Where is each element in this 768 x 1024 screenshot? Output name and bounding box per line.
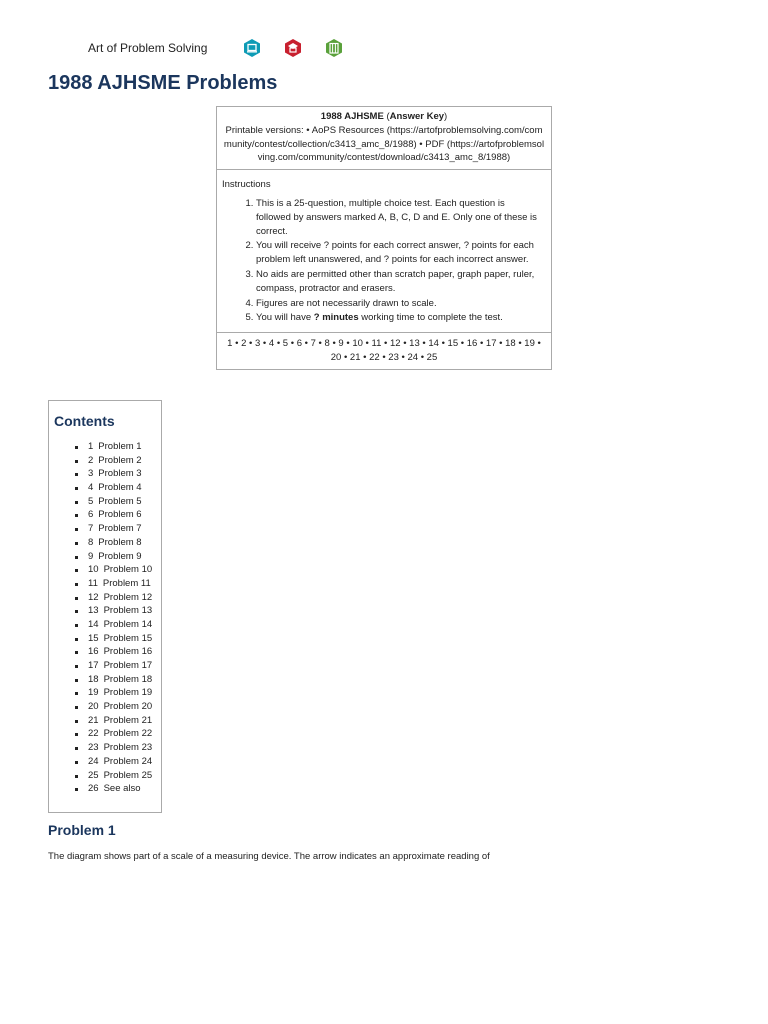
problem-link-2[interactable]: 2 <box>241 338 247 350</box>
toc-label: Problem 19 <box>103 687 153 699</box>
toc-label: Problem 22 <box>103 728 153 740</box>
toc-item <box>76 481 161 495</box>
bullet-separator: • <box>276 338 281 350</box>
toc-number: 19 <box>88 687 99 699</box>
toc-item <box>76 508 161 522</box>
toc-number: 11 <box>88 577 98 589</box>
toc-item <box>76 782 161 796</box>
toc-number: 20 <box>88 701 99 713</box>
problem-link-11[interactable]: 11 <box>371 338 382 350</box>
problem-link-8[interactable]: 8 <box>324 338 330 350</box>
toc-number: 24 <box>88 755 99 767</box>
bullet-separator: • <box>420 351 425 363</box>
toc-number: 25 <box>88 769 99 781</box>
problem-link-6[interactable]: 6 <box>296 338 302 350</box>
toc-label: Problem 12 <box>103 591 153 603</box>
site-name-link[interactable]: Art of Problem Solving <box>88 41 208 55</box>
aops-resources-link[interactable]: AoPS Resources (https://artofproblemsolving.com/community/contest/collection/c3413_amc_8/1988) <box>223 124 543 150</box>
problem-link-15[interactable]: 15 <box>447 338 459 350</box>
toc-link-1[interactable] <box>76 441 142 452</box>
problem-link-18[interactable]: 18 <box>505 338 516 350</box>
toc-link-23[interactable] <box>76 742 152 753</box>
beast-academy-icon[interactable] <box>324 38 344 58</box>
toc-link-2[interactable] <box>76 455 142 466</box>
toc-link-16[interactable] <box>76 646 152 657</box>
toc-item <box>76 741 161 755</box>
toc-list <box>49 440 161 796</box>
problem-link-19[interactable]: 19 <box>524 338 535 350</box>
toc-label: Problem 4 <box>98 482 142 494</box>
infobox-title: 1988 AJHSME <box>320 111 384 122</box>
toc-label: Problem 24 <box>103 755 153 767</box>
bullet-separator: • <box>365 338 369 350</box>
bullet-separator: • <box>346 338 350 350</box>
bullet-separator: • <box>249 338 253 350</box>
bullet-separator: • <box>235 338 239 350</box>
top-navigation-bar <box>0 0 768 70</box>
toc-label: Problem 11 <box>102 577 151 589</box>
problem-link-1[interactable]: 1 <box>227 338 233 350</box>
open-paren: ( <box>383 111 390 122</box>
toc-link-24[interactable] <box>76 756 152 767</box>
toc-number: 6 <box>88 509 94 521</box>
problem-link-16[interactable]: 16 <box>466 338 478 350</box>
toc-item <box>76 686 161 700</box>
toc-link-11[interactable] <box>76 578 151 589</box>
toc-link-13[interactable] <box>76 605 152 616</box>
toc-link-10[interactable] <box>76 564 152 575</box>
toc-link-4[interactable] <box>76 482 142 493</box>
instruction-text: working time to complete the test. <box>358 312 503 324</box>
toc-item <box>76 714 161 728</box>
bullet-separator: • <box>479 338 484 350</box>
problem-link-3[interactable]: 3 <box>254 338 261 350</box>
bullet-separator: • <box>343 351 348 363</box>
problem-link-23[interactable]: 23 <box>388 351 399 363</box>
toc-label: Problem 17 <box>103 660 153 671</box>
toc-item <box>76 632 161 646</box>
toc-label: Problem 1 <box>98 441 142 452</box>
toc-item <box>76 700 161 714</box>
toc-link-8[interactable] <box>76 537 142 548</box>
toc-item <box>76 495 161 509</box>
toc-label: Problem 16 <box>103 646 153 658</box>
problem-link-20[interactable]: 20 <box>330 351 342 363</box>
toc-link-6[interactable] <box>76 509 142 520</box>
bullet-separator: • <box>290 338 295 350</box>
problem-number-links <box>217 333 551 369</box>
problem-link-12[interactable]: 12 <box>389 338 401 350</box>
instruction-item: 1. This is a 25-question, multiple choice test. Each question is followed by answers marked A, B, C, D and E. Only one of these is correct. <box>256 197 541 238</box>
toc-label: Problem 25 <box>103 769 153 781</box>
instruction-item: 2. You will receive ? points for each correct answer, ? points for each problem left unanswered, and ? points for each incorrect answer. <box>256 239 541 267</box>
problem-link-25[interactable]: 25 <box>426 351 438 363</box>
toc-item <box>76 563 161 577</box>
toc-link-19[interactable] <box>76 687 152 698</box>
problem-link-9[interactable]: 9 <box>338 338 344 350</box>
toc-link-9[interactable] <box>76 551 142 562</box>
toc-number: 9 <box>88 550 94 562</box>
toc-item <box>76 645 161 659</box>
bullet-separator: • <box>537 338 541 350</box>
instruction-item: 4. Figures are not necessarily drawn to scale. <box>256 297 541 311</box>
toc-label: Problem 20 <box>103 701 153 713</box>
toc-item <box>76 454 161 468</box>
bullet-separator: • <box>518 338 522 350</box>
toc-label: See also <box>103 783 141 795</box>
toc-number: 5 <box>88 495 94 507</box>
toc-label: Problem 8 <box>98 536 142 548</box>
bullet-separator: • <box>304 338 308 350</box>
toc-number: 7 <box>88 523 94 535</box>
toc-number: 2 <box>88 454 94 466</box>
toc-label: Problem 23 <box>103 742 153 754</box>
printable-label: Printable versions: • <box>225 124 312 136</box>
toc-item <box>76 769 161 783</box>
bullet-separator: • <box>422 338 426 350</box>
toc-label: Problem 7 <box>98 523 142 535</box>
toc-item <box>76 440 161 454</box>
toc-item <box>76 577 161 591</box>
table-of-contents <box>48 400 162 813</box>
instruction-text: You will have <box>256 312 314 324</box>
toc-link-18[interactable] <box>76 674 152 685</box>
close-paren: ) <box>444 111 448 122</box>
toc-number: 12 <box>88 591 99 603</box>
toc-link-17[interactable] <box>76 660 152 671</box>
toc-item <box>76 604 161 618</box>
toc-item <box>76 536 161 550</box>
toc-item <box>76 755 161 769</box>
toc-number: 1 <box>88 441 94 452</box>
instructions-list <box>222 197 541 325</box>
answer-key-link[interactable]: Answer Key <box>389 111 445 122</box>
toc-number: 18 <box>88 673 99 685</box>
problem-link-7[interactable]: 7 <box>310 338 316 350</box>
problem-link-24[interactable]: 24 <box>407 351 419 363</box>
bullet-separator: • <box>384 338 388 350</box>
bullet-separator: • <box>499 338 503 350</box>
problem-link-14[interactable]: 14 <box>428 338 439 350</box>
instructions-section <box>217 170 551 333</box>
bullet-separator: • <box>460 338 465 350</box>
problem-link-10[interactable]: 10 <box>352 338 363 350</box>
toc-link-14[interactable] <box>76 619 152 630</box>
page-title: 1988 AJHSME Problems <box>48 72 278 94</box>
infobox-header <box>217 107 551 170</box>
problem-link-13[interactable]: 13 <box>409 338 420 350</box>
pdf-link[interactable]: PDF (https://artofproblemsolving.com/community/contest/download/c3413_amc_8/1988) <box>257 138 545 164</box>
bullet-separator: • <box>441 338 445 350</box>
toc-link-12[interactable] <box>76 592 152 603</box>
problem-link-22[interactable]: 22 <box>369 351 380 363</box>
problem-1-heading: Problem 1 <box>48 822 116 838</box>
bullet-separator: • <box>262 338 267 350</box>
toc-number: 10 <box>88 564 99 576</box>
toc-number: 3 <box>88 468 94 480</box>
separator: • <box>416 138 426 150</box>
toc-link-5[interactable] <box>76 496 142 507</box>
toc-link-21[interactable] <box>76 715 152 726</box>
toc-link-22[interactable] <box>76 728 152 739</box>
aops-academy-icon[interactable] <box>283 38 303 58</box>
instructions-label: Instructions <box>222 179 271 191</box>
instruction-bold: ? minutes <box>313 312 359 324</box>
toc-link-20[interactable] <box>76 701 152 712</box>
toc-item <box>76 467 161 481</box>
toc-item <box>76 659 161 673</box>
toc-item <box>76 727 161 741</box>
toc-number: 4 <box>88 482 94 494</box>
toc-label: Problem 2 <box>98 454 142 466</box>
toc-label: Problem 10 <box>103 564 153 576</box>
toc-title: Contents <box>54 413 115 429</box>
toc-number: 16 <box>88 646 99 658</box>
toc-number: 8 <box>88 536 94 548</box>
toc-item <box>76 522 161 536</box>
toc-link-7[interactable] <box>76 523 142 534</box>
toc-number: 14 <box>88 618 99 630</box>
toc-number: 26 <box>88 783 99 795</box>
instruction-item <box>256 311 541 325</box>
toc-label: Problem 21 <box>103 714 153 726</box>
bullet-separator: • <box>363 351 367 363</box>
problem-link-21[interactable]: 21 <box>349 351 361 363</box>
toc-label: Problem 9 <box>98 550 142 562</box>
toc-number: 15 <box>88 632 99 644</box>
instruction-item: 3. No aids are permitted other than scratch paper, graph paper, ruler, compass, protractor and erasers. <box>256 268 541 296</box>
problem-link-4[interactable]: 4 <box>268 338 275 350</box>
toc-number: 23 <box>88 742 99 754</box>
toc-link-26[interactable] <box>76 783 141 794</box>
bullet-separator: • <box>318 338 322 350</box>
bullet-separator: • <box>332 338 336 350</box>
toc-item <box>76 591 161 605</box>
problem-link-5[interactable]: 5 <box>282 338 289 350</box>
toc-number: 17 <box>88 660 99 671</box>
infobox-title-line <box>223 110 545 124</box>
toc-label: Problem 18 <box>103 673 153 685</box>
toc-label: Problem 6 <box>98 509 142 521</box>
aops-online-icon[interactable] <box>242 38 262 58</box>
toc-number: 22 <box>88 728 99 740</box>
toc-label: Problem 15 <box>103 632 153 644</box>
toc-link-3[interactable] <box>76 468 142 479</box>
toc-label: Problem 3 <box>98 468 142 480</box>
toc-item <box>76 618 161 632</box>
toc-link-15[interactable] <box>76 633 152 644</box>
toc-link-25[interactable] <box>76 770 152 781</box>
problem-1-text: The diagram shows part of a scale of a measuring device. The arrow indicates an approximate reading of <box>48 851 490 862</box>
toc-number: 13 <box>88 605 99 617</box>
toc-item <box>76 550 161 564</box>
problem-link-17[interactable]: 17 <box>485 338 497 350</box>
toc-label: Problem 5 <box>98 495 142 507</box>
bullet-separator: • <box>401 351 405 363</box>
toc-label: Problem 13 <box>103 605 153 617</box>
bullet-separator: • <box>382 351 386 363</box>
printable-versions <box>223 124 545 165</box>
toc-item <box>76 673 161 687</box>
toc-number: 21 <box>88 714 99 726</box>
contest-infobox <box>216 106 552 370</box>
toc-label: Problem 14 <box>103 618 153 630</box>
bullet-separator: • <box>403 338 407 350</box>
